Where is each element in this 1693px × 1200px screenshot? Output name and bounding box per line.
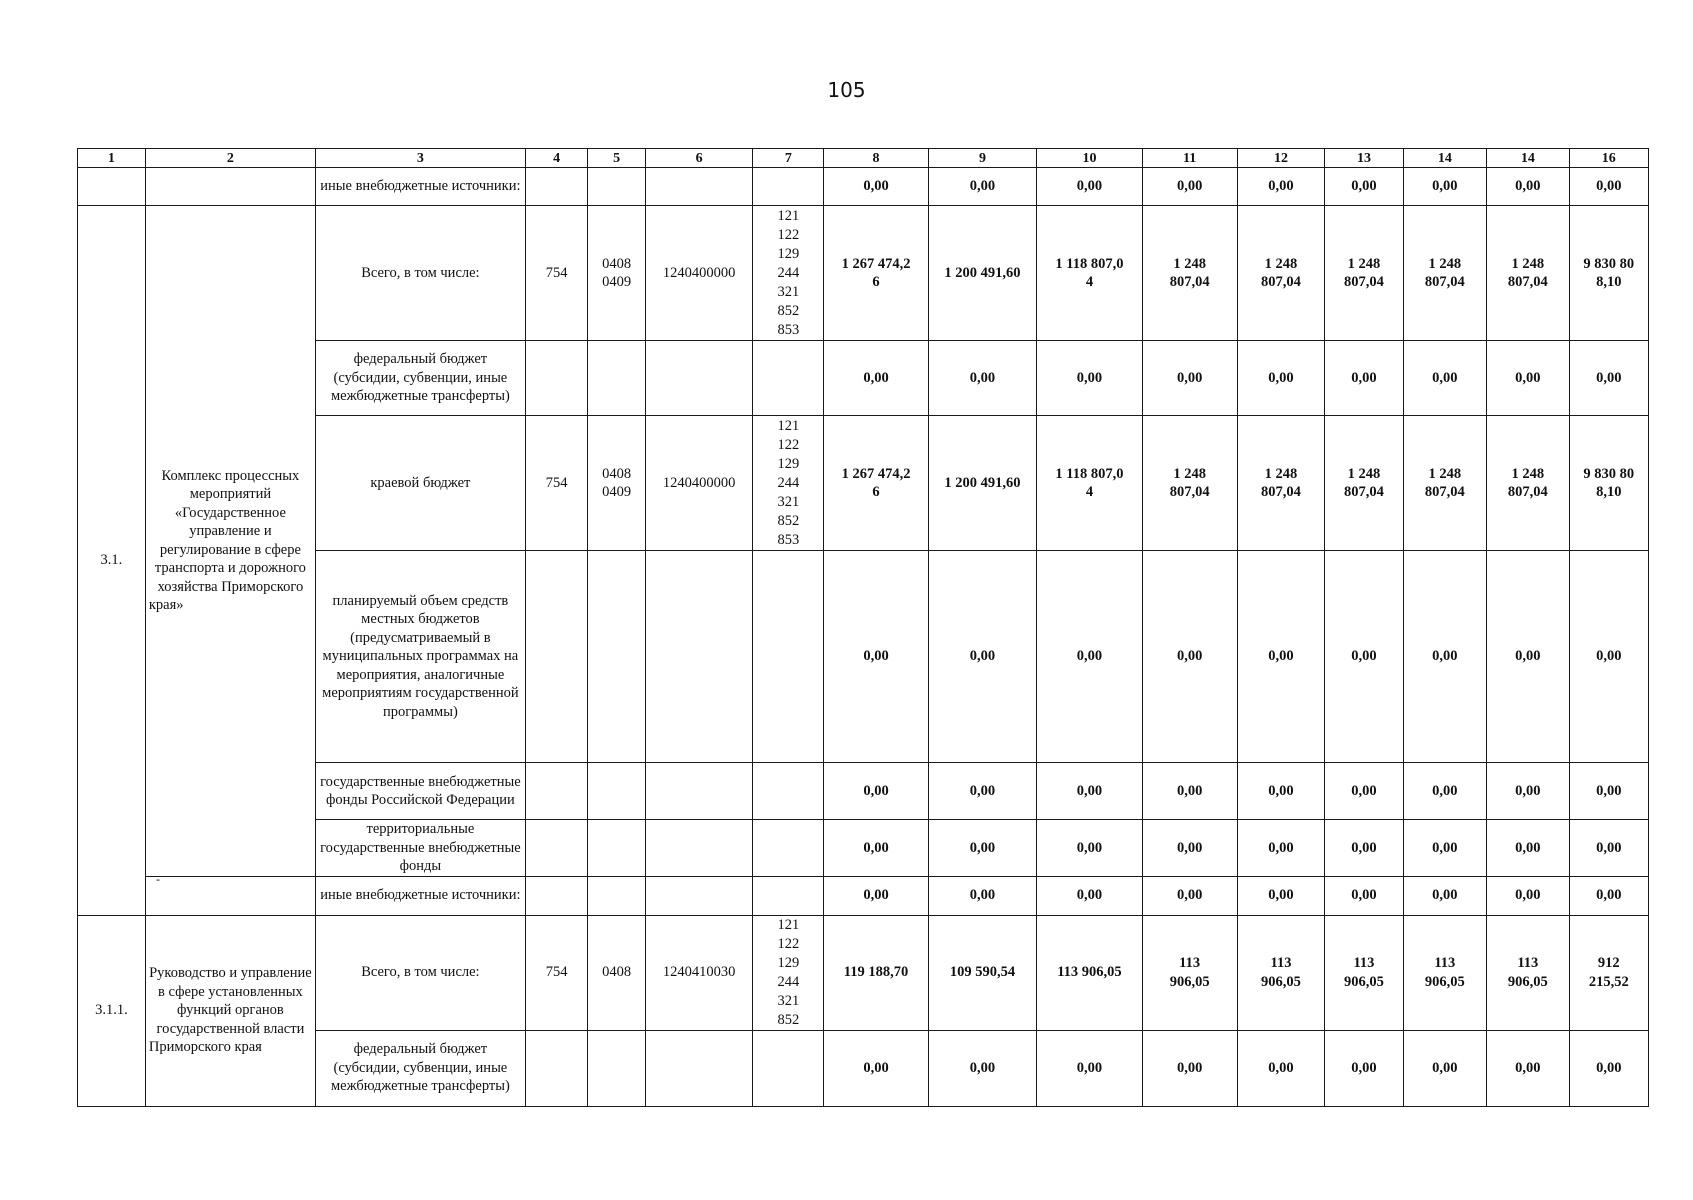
- value-cell: 0,00: [1237, 1030, 1325, 1106]
- rzpr-cell: [588, 551, 645, 763]
- value-cell: 0,00: [1403, 876, 1487, 915]
- value-cell: 0,00: [1325, 1030, 1403, 1106]
- value-cell: 0,00: [928, 168, 1037, 206]
- value-cell: 0,00: [1037, 820, 1142, 877]
- grbs-cell: [525, 820, 588, 877]
- column-header: 6: [645, 149, 753, 168]
- value-cell: 0,00: [1037, 168, 1142, 206]
- vr-cell: [753, 551, 824, 763]
- value-cell: 0,00: [1037, 876, 1142, 915]
- value-cell: 0,00: [1569, 551, 1648, 763]
- source-cell: иные внебюджетные источники:: [315, 168, 525, 206]
- csr-cell: [645, 341, 753, 416]
- source-cell: федеральный бюджет (субсидии, субвенции, иные межбюджетные трансферты): [315, 341, 525, 416]
- value-cell: 113 906,05: [1325, 915, 1403, 1030]
- value-cell: 0,00: [824, 1030, 928, 1106]
- value-cell: 0,00: [1237, 820, 1325, 877]
- value-cell: 0,00: [824, 763, 928, 820]
- source-cell: Всего, в том числе:: [315, 206, 525, 341]
- value-cell: 0,00: [1403, 551, 1487, 763]
- value-cell: 0,00: [1325, 341, 1403, 416]
- value-cell: 113 906,05: [1237, 915, 1325, 1030]
- rzpr-cell: 0408 0409: [588, 206, 645, 341]
- value-cell: 0,00: [1325, 551, 1403, 763]
- value-cell: 0,00: [1403, 820, 1487, 877]
- item-number: 3.1.1.: [78, 915, 146, 1106]
- value-cell: 0,00: [1403, 1030, 1487, 1106]
- value-cell: 1 248 807,04: [1403, 416, 1487, 551]
- value-cell: 1 248 807,04: [1325, 416, 1403, 551]
- value-cell: 1 267 474,2 6: [824, 416, 928, 551]
- csr-cell: [645, 763, 753, 820]
- source-cell: краевой бюджет: [315, 416, 525, 551]
- source-cell: государственные внебюджетные фонды Российской Федерации: [315, 763, 525, 820]
- table-row: [78, 915, 1649, 1030]
- stray-mark: -: [156, 872, 160, 886]
- value-cell: 0,00: [1569, 763, 1648, 820]
- value-cell: 9 830 80 8,10: [1569, 206, 1648, 341]
- value-cell: 0,00: [1037, 763, 1142, 820]
- value-cell: 0,00: [928, 876, 1037, 915]
- column-header: 13: [1325, 149, 1403, 168]
- value-cell: 0,00: [1487, 763, 1569, 820]
- vr-cell: [753, 341, 824, 416]
- rzpr-cell: 0408: [588, 915, 645, 1030]
- value-cell: 1 118 807,0 4: [1037, 416, 1142, 551]
- value-cell: 113 906,05: [1037, 915, 1142, 1030]
- value-cell: 0,00: [1142, 551, 1237, 763]
- rzpr-cell: [588, 341, 645, 416]
- value-cell: 0,00: [1569, 820, 1648, 877]
- value-cell: 1 248 807,04: [1403, 206, 1487, 341]
- value-cell: 0,00: [928, 763, 1037, 820]
- source-cell: Всего, в том числе:: [315, 915, 525, 1030]
- value-cell: 0,00: [1487, 820, 1569, 877]
- column-header: 11: [1142, 149, 1237, 168]
- value-cell: 0,00: [928, 551, 1037, 763]
- budget-table: [77, 148, 1649, 1107]
- vr-cell: [753, 763, 824, 820]
- value-cell: 1 118 807,0 4: [1037, 206, 1142, 341]
- header-row: [78, 149, 1649, 168]
- rzpr-cell: 0408 0409: [588, 416, 645, 551]
- value-cell: 1 200 491,60: [928, 206, 1037, 341]
- grbs-cell: [525, 551, 588, 763]
- value-cell: 0,00: [1237, 551, 1325, 763]
- grbs-cell: [525, 1030, 588, 1106]
- source-cell: федеральный бюджет (субсидии, субвенции, иные межбюджетные трансферты): [315, 1030, 525, 1106]
- value-cell: 1 248 807,04: [1237, 416, 1325, 551]
- value-cell: 0,00: [824, 876, 928, 915]
- value-cell: 1 248 807,04: [1142, 416, 1237, 551]
- value-cell: 0,00: [1403, 763, 1487, 820]
- value-cell: 0,00: [1237, 341, 1325, 416]
- column-header: 5: [588, 149, 645, 168]
- rzpr-cell: [588, 820, 645, 877]
- grbs-cell: 754: [525, 915, 588, 1030]
- csr-cell: [645, 820, 753, 877]
- csr-cell: 1240400000: [645, 206, 753, 341]
- item-number: 3.1.: [78, 206, 146, 916]
- value-cell: 0,00: [1487, 876, 1569, 915]
- value-cell: 1 248 807,04: [1487, 416, 1569, 551]
- name-cell: [145, 168, 315, 206]
- value-cell: 1 267 474,2 6: [824, 206, 928, 341]
- rzpr-cell: [588, 876, 645, 915]
- value-cell: 0,00: [1237, 876, 1325, 915]
- csr-cell: 1240400000: [645, 416, 753, 551]
- value-cell: 0,00: [1569, 168, 1648, 206]
- column-header: 8: [824, 149, 928, 168]
- column-header: 9: [928, 149, 1037, 168]
- value-cell: 113 906,05: [1403, 915, 1487, 1030]
- vr-cell: 121 122 129 244 321 852 853: [753, 416, 824, 551]
- value-cell: 0,00: [824, 168, 928, 206]
- value-cell: 0,00: [1142, 168, 1237, 206]
- source-cell: иные внебюджетные источники:: [315, 876, 525, 915]
- value-cell: 0,00: [1237, 763, 1325, 820]
- value-cell: 0,00: [1487, 1030, 1569, 1106]
- grbs-cell: [525, 876, 588, 915]
- code-cell: [753, 168, 824, 206]
- value-cell: 0,00: [1037, 1030, 1142, 1106]
- csr-cell: [645, 551, 753, 763]
- value-cell: 0,00: [1142, 1030, 1237, 1106]
- value-cell: 1 248 807,04: [1142, 206, 1237, 341]
- value-cell: 0,00: [928, 341, 1037, 416]
- value-cell: 0,00: [1142, 341, 1237, 416]
- value-cell: 0,00: [824, 551, 928, 763]
- value-cell: 1 248 807,04: [1325, 206, 1403, 341]
- vr-cell: 121 122 129 244 321 852 853: [753, 206, 824, 341]
- code-cell: [645, 168, 753, 206]
- value-cell: 0,00: [1569, 341, 1648, 416]
- value-cell: 1 200 491,60: [928, 416, 1037, 551]
- value-cell: 0,00: [1037, 341, 1142, 416]
- vr-cell: 121 122 129 244 321 852: [753, 915, 824, 1030]
- value-cell: 0,00: [824, 820, 928, 877]
- column-header: 7: [753, 149, 824, 168]
- value-cell: 9 830 80 8,10: [1569, 416, 1648, 551]
- grbs-cell: [525, 341, 588, 416]
- column-header: 2: [145, 149, 315, 168]
- column-header: 4: [525, 149, 588, 168]
- table-row: [78, 876, 1649, 915]
- value-cell: 0,00: [1487, 168, 1569, 206]
- vr-cell: [753, 1030, 824, 1106]
- value-cell: 113 906,05: [1487, 915, 1569, 1030]
- value-cell: 912 215,52: [1569, 915, 1648, 1030]
- grbs-cell: [525, 763, 588, 820]
- value-cell: 0,00: [1325, 876, 1403, 915]
- column-header: 12: [1237, 149, 1325, 168]
- value-cell: 109 590,54: [928, 915, 1037, 1030]
- item-name: Комплекс процессных мероприятий «Государственное управление и регулирование в сфере транспорта и дорожного хозяйства Приморского края»: [145, 206, 315, 877]
- value-cell: 0,00: [1142, 763, 1237, 820]
- value-cell: 1 248 807,04: [1237, 206, 1325, 341]
- value-cell: 1 248 807,04: [1487, 206, 1569, 341]
- grbs-cell: 754: [525, 416, 588, 551]
- value-cell: 0,00: [1037, 551, 1142, 763]
- value-cell: 0,00: [928, 820, 1037, 877]
- column-header: 16: [1569, 149, 1648, 168]
- number-cell: [78, 168, 146, 206]
- value-cell: 0,00: [1237, 168, 1325, 206]
- column-header: 14: [1403, 149, 1487, 168]
- value-cell: 0,00: [824, 341, 928, 416]
- column-header: 10: [1037, 149, 1142, 168]
- value-cell: 0,00: [1487, 551, 1569, 763]
- csr-cell: [645, 1030, 753, 1106]
- value-cell: 0,00: [1325, 168, 1403, 206]
- value-cell: 0,00: [1403, 168, 1487, 206]
- vr-cell: [753, 820, 824, 877]
- item-name: [145, 876, 315, 915]
- source-cell: планируемый объем средств местных бюджетов (предусматриваемый в муниципальных программах на мероприятия, аналогичные мероприятиям государственной программы): [315, 551, 525, 763]
- value-cell: 0,00: [1403, 341, 1487, 416]
- value-cell: 0,00: [1325, 763, 1403, 820]
- csr-cell: 1240410030: [645, 915, 753, 1030]
- code-cell: [525, 168, 588, 206]
- rzpr-cell: [588, 763, 645, 820]
- value-cell: 0,00: [1142, 820, 1237, 877]
- page-number: 105: [827, 78, 866, 102]
- column-header: 1: [78, 149, 146, 168]
- column-header: 3: [315, 149, 525, 168]
- table-row: [78, 168, 1649, 206]
- value-cell: 0,00: [1569, 1030, 1648, 1106]
- value-cell: 119 188,70: [824, 915, 928, 1030]
- value-cell: 0,00: [928, 1030, 1037, 1106]
- value-cell: 0,00: [1487, 341, 1569, 416]
- table-row: [78, 206, 1649, 341]
- grbs-cell: 754: [525, 206, 588, 341]
- item-name: Руководство и управление в сфере установленных функций органов государственной власти Приморского края: [145, 915, 315, 1106]
- csr-cell: [645, 876, 753, 915]
- value-cell: 113 906,05: [1142, 915, 1237, 1030]
- code-cell: [588, 168, 645, 206]
- value-cell: 0,00: [1569, 876, 1648, 915]
- rzpr-cell: [588, 1030, 645, 1106]
- source-cell: территориальные государственные внебюджетные фонды: [315, 820, 525, 877]
- column-header: 14: [1487, 149, 1569, 168]
- value-cell: 0,00: [1142, 876, 1237, 915]
- vr-cell: [753, 876, 824, 915]
- value-cell: 0,00: [1325, 820, 1403, 877]
